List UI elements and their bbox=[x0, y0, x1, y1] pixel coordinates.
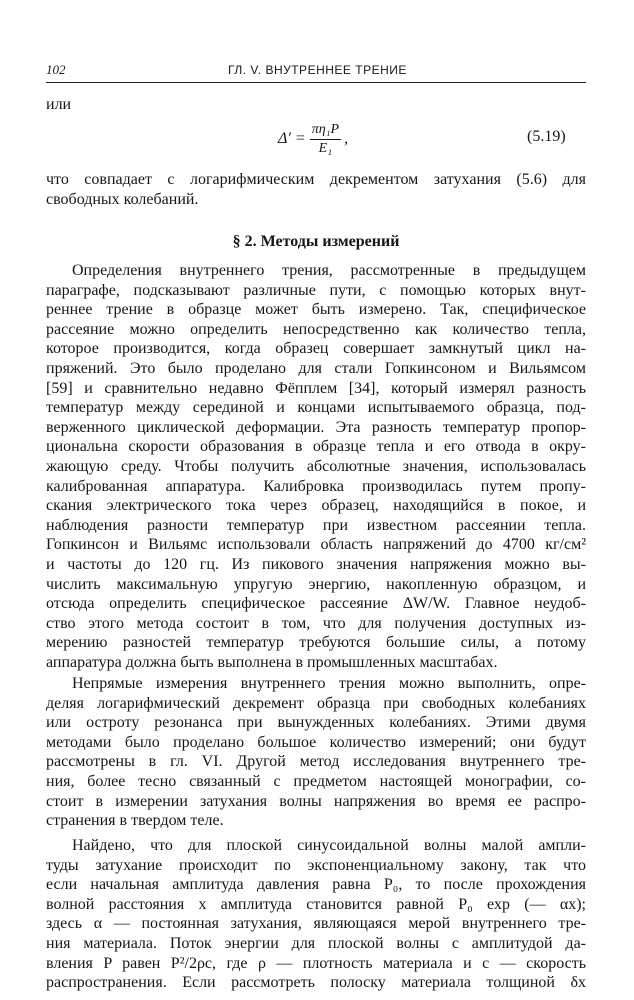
lead-paragraph bbox=[46, 170, 586, 209]
text-line: отсюда определить специфическое рассеяние ΔW/W. Главное неудоб- bbox=[46, 595, 586, 613]
equation-comma: , bbox=[344, 130, 349, 147]
section-title: § 2. Методы измерений bbox=[232, 233, 400, 250]
equation-5-19 bbox=[278, 116, 348, 162]
text-line: странения в твердом теле. bbox=[46, 812, 224, 830]
page-number: 102 bbox=[46, 62, 66, 77]
paragraph-3 bbox=[46, 836, 586, 993]
paragraph-1 bbox=[46, 261, 586, 672]
text-line: скания электрического тока через образец, находящийся в покое, и bbox=[46, 497, 586, 515]
text-line: свободных колебаний. bbox=[46, 190, 199, 208]
text-line: жающую среду. Чтобы получить абсолютные значения, использовалась bbox=[46, 457, 586, 475]
text-line: волной расстояния x амплитуда становится равной P₀ exp (— αx); bbox=[46, 895, 586, 913]
text-line: [59] и сравнительно недавно Фёпплем [34], который измерял разность bbox=[46, 379, 586, 397]
text-line: если начальная амплитуда давления равна P₀, то после прохождения bbox=[46, 876, 586, 894]
text-line: наблюдения разности температур при известном рассеянии тепла. bbox=[46, 516, 586, 534]
text-line: рассеяние можно определить непосредственно как количество тепла, bbox=[46, 320, 586, 338]
text-line: ство этого метода состоит в том, что для получения доступных из- bbox=[46, 614, 586, 632]
text-line: вления P равен P²/2ρc, где ρ — плотность материала и c — скорость bbox=[46, 954, 586, 972]
text-line: Найдено, что для плоской синусоидальной волны малой ампли- bbox=[72, 837, 586, 854]
text-line: распространения. Если рассмотреть полоску материала толщиной δx bbox=[46, 974, 586, 992]
text-line: Непрямые измерения внутреннего трения можно выполнить, опре- bbox=[72, 675, 586, 692]
text-line: аппаратура должна быть выполнена в промышленных масштабах. bbox=[46, 653, 498, 671]
paragraph-2 bbox=[46, 674, 586, 831]
text-line: здесь α — постоянная затухания, являющаяся мерой внутреннего тре- bbox=[46, 915, 586, 933]
text-line: параграфе, подсказывают различные пути, с помощью которых внут- bbox=[46, 281, 586, 299]
text-line: верженного циклической деформации. Эта разность температур пропор- bbox=[46, 418, 586, 436]
text-line: мерению разностей температур требуются большие силы, а потому bbox=[46, 634, 586, 652]
text-line: Гопкинсон и Вильямс использовали область напряжений до 4700 кг/см² bbox=[46, 536, 586, 554]
text-line: числить максимальную упругую энергию, накопленную образцом, и bbox=[46, 575, 586, 593]
text-line: циональна скорости образования в образце тепла и его отвода в окру- bbox=[46, 438, 586, 456]
text-line: что совпадает с логарифмическим декрементом затухания (5.6) для bbox=[46, 171, 586, 188]
text-line: стоит в измерении затухания волны напряжения во время ее распро- bbox=[46, 792, 586, 810]
text-line: деляя логарифмический декремент образца при свободных колебаниях bbox=[46, 694, 586, 712]
text-line: температур между серединой и концами испытываемого образца, под- bbox=[46, 399, 586, 417]
equation-numerator: πη₁P bbox=[310, 122, 341, 140]
text-line: или остроту резонанса при вынужденных колебаниях. Этими двумя bbox=[46, 714, 586, 732]
text-line: которое производится, когда образец совершает замкнутый цикл на- bbox=[46, 340, 586, 358]
text-line: реннее трение в образце может быть измерено. Так, специфическое bbox=[46, 301, 586, 319]
text-line: Определения внутреннего трения, рассмотренные в предыдущем bbox=[72, 262, 586, 279]
text-line: ния, более тесно связанный с предметом настоящей монографии, со- bbox=[46, 772, 586, 790]
intro-word: или bbox=[46, 96, 72, 113]
equation-denominator: E₁ bbox=[318, 140, 333, 156]
equation-lhs: Δ′ = bbox=[278, 130, 306, 147]
text-line: и частоты до 120 гц. Из пикового значения напряжения можно вы- bbox=[46, 555, 586, 573]
running-title: ГЛ. V. ВНУТРЕННЕЕ ТРЕНИЕ bbox=[228, 63, 407, 77]
equation-fraction bbox=[310, 122, 341, 157]
equation-number: (5.19) bbox=[527, 128, 566, 145]
text-line: пряжений. Это было проделано для стали Гопкинсоном и Вильямсом bbox=[46, 359, 586, 377]
page-header bbox=[46, 62, 586, 83]
text-line: туды затухание происходит по экспоненциальному закону, так что bbox=[46, 856, 586, 874]
text-line: методами было проделано большое количество измерений; они будут bbox=[46, 733, 586, 751]
text-line: ния материала. Поток энергии для плоской волны с амплитудой да- bbox=[46, 934, 586, 952]
text-line: рассмотрены в гл. VI. Другой метод исследования внутреннего тре- bbox=[46, 753, 586, 771]
text-line: калиброванная аппаратура. Калибровка производилась путем пропу- bbox=[46, 477, 586, 495]
